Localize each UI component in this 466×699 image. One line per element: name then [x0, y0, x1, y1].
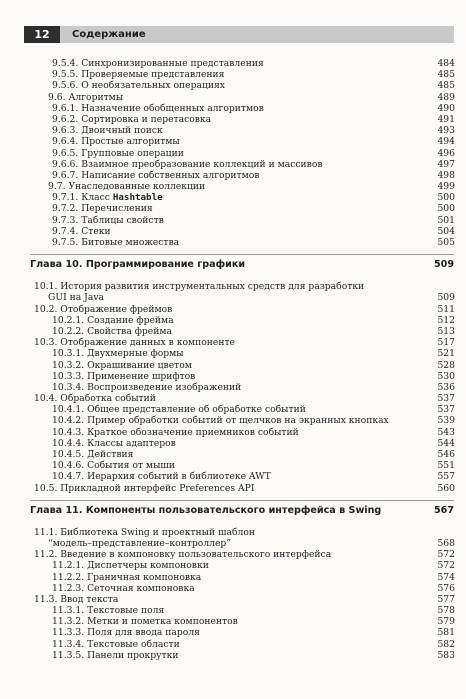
toc-entry: [0, 360, 466, 371]
toc-entry-title: 11.2. Введение в компоновку пользовательского интерфейса: [34, 549, 332, 561]
toc-entry: [0, 103, 466, 114]
toc-page-number: 578: [437, 605, 455, 617]
toc-page-number: 560: [437, 482, 455, 494]
toc-page-number: 485: [437, 69, 455, 81]
toc-entry: [0, 427, 466, 438]
toc-entry-title: 9.6.7. Написание собственных алгоритмов: [52, 169, 260, 181]
toc-page-number: 544: [437, 437, 455, 449]
toc-entry: [0, 527, 466, 538]
toc-entry-title: 9.6.5. Групповые операции: [52, 147, 184, 159]
toc-page-number: 537: [437, 404, 455, 416]
toc-page-number: 551: [437, 460, 455, 472]
toc-page-number: 567: [433, 504, 454, 516]
toc-entry-title: 10.5. Прикладной интерфейс Preferences API: [34, 482, 255, 494]
toc-entry-title: 11.2.2. Граничная компоновка: [52, 571, 202, 583]
toc-entry-title: 10.2. Отображение фреймов: [34, 303, 173, 315]
toc-page-number: 490: [437, 102, 455, 114]
page-number: 12: [24, 26, 60, 43]
toc-page-number: 517: [437, 337, 455, 349]
toc-entry: [0, 136, 466, 147]
toc-entry-title: 10.1. История развития инструментальных средств для разработки: [34, 281, 365, 293]
toc-entry-title: 9.5.6. О необязательных операциях: [52, 80, 225, 92]
toc-entry: [0, 371, 466, 382]
toc-page-number: 505: [437, 237, 455, 248]
toc-entry: [0, 483, 466, 494]
toc-entry: [0, 605, 466, 616]
toc-entry: [0, 538, 466, 549]
toc-page-number: 572: [437, 560, 455, 572]
toc-entry-title: “модель–представление–контроллер”: [48, 537, 232, 549]
toc-page-number: 497: [437, 158, 455, 170]
toc-entry-prefix: 9.7.1. Класс: [52, 192, 113, 204]
toc-page-number: 537: [437, 393, 455, 405]
toc-entry-title: 10.4. Обработка событий: [34, 393, 156, 405]
toc-entry-title: 10.3.1. Двухмерные формы: [52, 348, 184, 360]
toc-page-number: 521: [437, 348, 455, 360]
toc-entry-title: 10.4.2. Пример обработки событий от щелчков на экранных кнопках: [52, 415, 389, 427]
toc-entry-title: 11.3.3. Поля для ввода пароля: [52, 627, 200, 639]
toc-entry-title: 10.2.1. Создание фрейма: [52, 314, 174, 326]
toc-entry: [0, 326, 466, 337]
toc-entry: [0, 226, 466, 237]
toc-entry: [0, 639, 466, 650]
page-header: [24, 26, 454, 43]
toc-page-number: 557: [437, 471, 455, 483]
toc-entry: [0, 616, 466, 627]
toc-entry-title: 10.4.3. Краткое обозначение приемников событий: [52, 426, 299, 438]
toc-page-number: 530: [437, 370, 455, 382]
toc-page-number: 489: [437, 91, 455, 103]
toc-page-number: 568: [437, 537, 455, 549]
toc-entry-title: 11.1. Библиотека Swing и проектный шаблон: [34, 526, 256, 538]
toc-entry-title: 9.6.4. Простые алгоритмы: [52, 136, 180, 148]
toc-page-number: 484: [437, 58, 455, 69]
class-name-code: Hashtable: [112, 192, 163, 204]
toc-entry: [0, 170, 466, 181]
toc-page-number: 513: [437, 325, 455, 337]
toc-entry-title: 11.3.2. Метки и пометка компонентов: [52, 616, 238, 628]
toc-page-number: 576: [437, 582, 455, 594]
toc-page-number: 581: [437, 627, 455, 639]
toc-entry-title: 10.2.2. Свойства фрейма: [52, 325, 172, 337]
toc-page-number: 574: [437, 571, 455, 583]
toc-page-number: 528: [437, 359, 455, 371]
toc-page-number: 493: [437, 125, 455, 137]
toc-entry: [0, 438, 466, 449]
toc-entry: [0, 415, 466, 426]
toc-entry-title: 9.7.4. Стеки: [52, 225, 111, 237]
toc-entry: [0, 583, 466, 594]
chapter-heading: [30, 254, 454, 275]
toc-entry-title: 10.3.3. Применение шрифтов: [52, 370, 196, 382]
toc-entry: [0, 471, 466, 482]
toc-entry-title: 9.7.2. Перечисления: [52, 203, 153, 215]
toc-entry-title: 10.3. Отображение данных в компоненте: [34, 337, 235, 349]
toc-entry: [0, 337, 466, 348]
toc-page-number: 511: [437, 303, 455, 315]
toc-entry: [0, 460, 466, 471]
toc-entry: [0, 292, 466, 303]
toc-entry: [0, 92, 466, 103]
toc-page-number: 491: [437, 113, 455, 125]
toc-entry: [0, 69, 466, 80]
toc-page-number: 582: [437, 638, 455, 650]
toc-page-number: 500: [437, 203, 455, 215]
toc-entry-title: Глава 10. Программирование графики: [30, 259, 246, 271]
toc-entry: [0, 215, 466, 226]
toc-page-number: 485: [437, 80, 455, 92]
toc-entry: [0, 572, 466, 583]
toc-entry-title: 9.5.4. Синхронизированные представления: [52, 58, 264, 69]
toc-entry: [0, 449, 466, 460]
toc-entry: [0, 393, 466, 404]
toc-entry-title: 10.4.7. Иерархия событий в библиотеке AWT: [52, 471, 271, 483]
header-title: Содержание: [72, 29, 146, 40]
toc-entry: [0, 348, 466, 359]
toc-entry: [0, 382, 466, 393]
toc-entry: [0, 560, 466, 571]
toc-entry: [0, 549, 466, 560]
toc-entry: [0, 192, 466, 203]
toc-entry: [0, 237, 466, 248]
chapter-heading: [30, 500, 454, 521]
toc-entry: [0, 114, 466, 125]
toc-entry-title: 10.4.5. Действия: [52, 449, 134, 460]
toc-page-number: 498: [437, 169, 455, 181]
toc-entry-title: 9.7.5. Битовые множества: [52, 237, 180, 248]
toc-entry: [0, 627, 466, 638]
toc-entry-title: 9.6.1. Назначение обобщенных алгоритмов: [52, 102, 264, 114]
toc-page-number: 501: [437, 214, 455, 226]
toc-entry-title: GUI на Java: [48, 292, 104, 304]
toc-entry: [0, 148, 466, 159]
toc-entry: [0, 80, 466, 91]
toc-page-number: 546: [437, 449, 455, 460]
toc-entry-title: 9.5.5. Проверяемые представления: [52, 69, 225, 81]
toc-page-number: 496: [437, 147, 455, 159]
toc-entry-title: 11.3.1. Текстовые поля: [52, 605, 165, 617]
toc-entry: [0, 315, 466, 326]
toc-entry: [0, 594, 466, 605]
toc-entry-title: 10.4.6. События от мыши: [52, 460, 176, 472]
toc-entry-title: 11.2.3. Сеточная компоновка: [52, 582, 195, 594]
toc-entry-title: 11.3.5. Панели прокрутки: [52, 649, 179, 661]
toc-page-number: 494: [437, 136, 455, 148]
toc-entry: [0, 650, 466, 661]
toc-entry-title: 9.6.6. Взаимное преобразование коллекций и массивов: [52, 158, 323, 170]
toc-entry: [0, 181, 466, 192]
toc-entry-title: 9.6.2. Сортировка и перетасовка: [52, 113, 212, 125]
toc-page-number: 539: [437, 415, 455, 427]
toc-entry-title: [52, 192, 163, 203]
toc-entry: [0, 58, 466, 69]
toc-entry-title: Глава 11. Компоненты пользовательского интерфейса в Swing: [30, 504, 382, 516]
toc-entry: [0, 281, 466, 292]
table-of-contents: [0, 58, 466, 661]
toc-entry-title: 11.2.1. Диспетчеры компоновки: [52, 560, 209, 572]
toc-entry: [0, 125, 466, 136]
toc-page-number: 579: [437, 616, 455, 628]
toc-page-number: 512: [437, 314, 455, 326]
toc-entry-title: 9.6.3. Двоичный поиск: [52, 125, 163, 137]
toc-entry-title: 10.3.4. Воспроизведение изображений: [52, 381, 242, 393]
toc-entry-title: 9.7.3. Таблицы свойств: [52, 214, 164, 226]
toc-page-number: 509: [437, 292, 455, 304]
toc-page-number: 499: [437, 181, 455, 193]
toc-entry-title: 11.3.4. Текстовые области: [52, 638, 180, 650]
toc-page-number: 543: [437, 426, 455, 438]
toc-page-number: 536: [437, 381, 455, 393]
toc-entry-title: 11.3. Ввод текста: [34, 593, 119, 605]
toc-page-number: 500: [437, 192, 455, 204]
toc-entry-title: 10.4.4. Классы адаптеров: [52, 437, 176, 449]
toc-page-number: 504: [437, 225, 455, 237]
toc-page-number: 572: [437, 549, 455, 561]
toc-entry-title: 9.7. Унаследованные коллекции: [48, 181, 206, 193]
toc-entry-title: 9.6. Алгоритмы: [48, 91, 124, 103]
toc-entry-title: 10.4.1. Общее представление об обработке событий: [52, 404, 306, 416]
toc-page-number: 509: [433, 259, 454, 271]
toc-page-number: 577: [437, 593, 455, 605]
toc-entry: [0, 304, 466, 315]
toc-entry: [0, 203, 466, 214]
toc-entry: [0, 159, 466, 170]
toc-page-number: 583: [437, 649, 455, 661]
toc-entry: [0, 404, 466, 415]
toc-entry-title: 10.3.2. Окрашивание цветом: [52, 359, 192, 371]
